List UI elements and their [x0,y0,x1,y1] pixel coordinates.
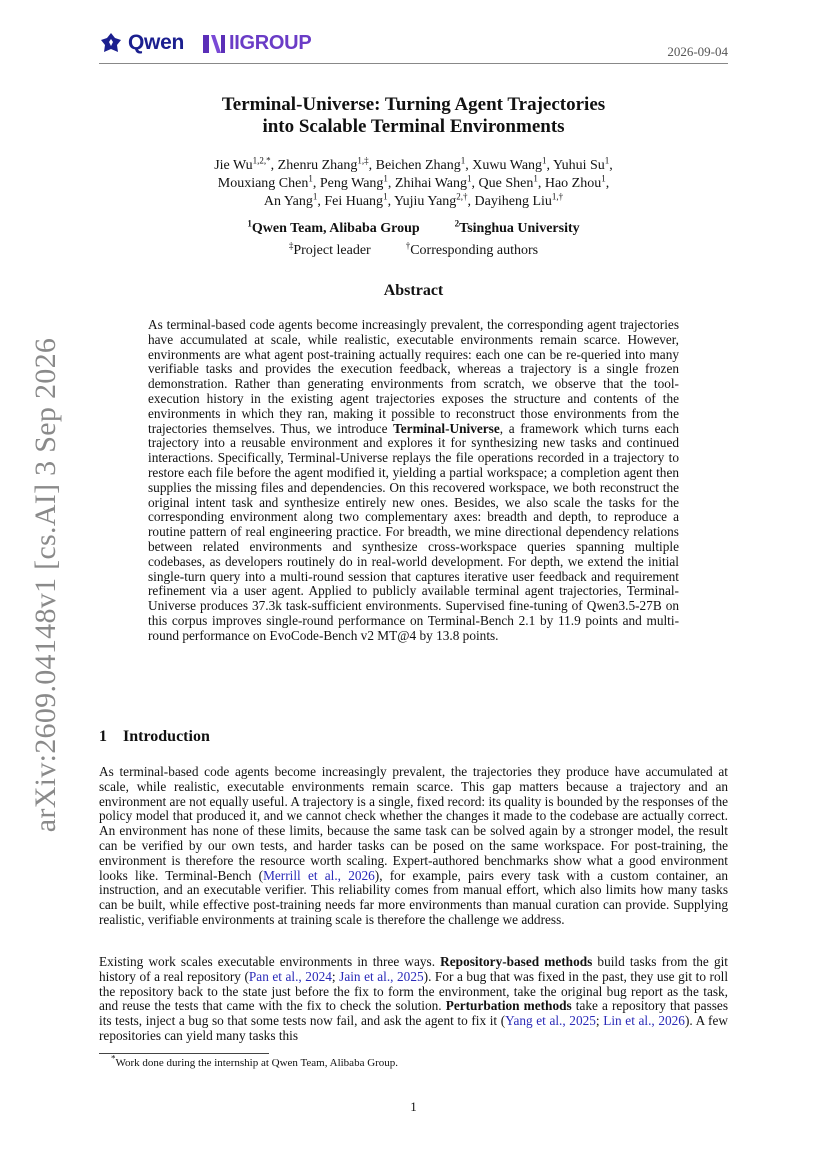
perturbation-methods-term: Perturbation methods [445,998,572,1014]
section-heading-introduction [99,728,210,746]
project-leader-note: Project leader [293,243,371,258]
arxiv-identifier-stamp [21,337,71,833]
affiliations: $^1$Qwen Team, Alibaba Group $^2$Tsinghua University [247,218,580,236]
citation-separator: ; [595,1013,604,1029]
citation-lin-2026[interactable]: Lin et al., 2026 [603,1013,685,1029]
intro-p2-text-c: ). For a bug that was fixed in the past, they use git to roll the repository back to the state just before the fix to form the environment, take the original bug report as the task, and reuse the tests that came with the fix to check the solution. [99,968,729,1014]
qwen-star-icon [100,32,122,54]
footnote-divider [99,1053,269,1054]
iigroup-mark-icon [201,33,227,55]
citation-pan-2024[interactable]: Pan et al., 2024 [248,968,332,984]
author-notes: ‡Project leader †Corresponding authors [288,240,539,258]
intro-paragraph-1 [99,765,728,928]
framework-name: Terminal-Universe [393,420,500,436]
author-list-line-1: Jie $Wu^{1,2,*}$, Zhenru Zhang$^{1,\ddagger}$, Beichen Zhang$^1$, Xuwu Wang$^1$, Yuhui Su$^1$, [214,155,613,173]
footnote: *Work done during the internship at Qwen Team, Alibaba Group. [111,1053,399,1069]
footnote-text: Work done during the internship at Qwen Team, Alibaba Group. [115,1057,399,1069]
paper-title [99,94,728,138]
author-list-line-3: An Yang$^1$, Fei Huang$^1$, Yujiu Yang$^{2,\dagger}$, Dayiheng Liu$^{1,\dagger}$ [263,191,564,209]
abstract-heading: Abstract [383,282,444,299]
corresponding-authors-note: Corresponding authors [410,243,539,258]
citation-yang-2025[interactable]: Yang et al., 2025 [505,1013,596,1029]
citation-separator: ; [331,968,340,984]
abstract-body [148,318,679,644]
arxiv-identifier-text: arXiv:2609.04148v1 [cs.AI] 3 Sep 2026 [29,337,62,833]
page-number: 1 [410,1099,417,1114]
iigroup-logo-text: IIGROUP [229,32,312,54]
title-line-2: into Scalable Terminal Environments [262,116,565,137]
title-line-1: Terminal-Universe: Turning Agent Trajectories [221,94,606,115]
affiliation-2: Tsinghua University [459,221,580,236]
header-date: 2026-09-04 [667,44,728,59]
repository-based-methods-term: Repository-based methods [440,954,593,969]
abstract-text-part-2: , a framework which turns each trajectory into a reusable environment and explores it for synthesizing new tasks and continued interactions. Specifically, Terminal-Universe replays the file operations recorded in a trajectory to restore each file before the agent modified it, yielding a partial workspace; a completion agent then supplies the missing files and dependencies. On this recovered workspace, we both reconstruct the original intent task and synthesize entirely new ones. Besides, we also scale the tasks for the corresponding environment along two complementary axes: breadth and depth, to reproduce a routine pattern of real engineering practice. For breadth, we mine directional dependency relations between related environments and synthesize cross-workspace queries spanning multiple codebases, as developers routinely do in real-world development. For depth, we extend the initial single-turn query into a multi-round session that captures iterative user feedback and requirement refinement via a user agent. Applied to publicly available terminal agent trajectories, Terminal-Universe produces 37.3k task-sufficient environments. Supervised fine-tuning of Qwen3.5-27B on this corpus improves single-round performance on Terminal-Bench 2.1 by 11.9 points and multi-round performance on EvoCode-Bench v2 MT@4 by 13.8 points. [148,420,679,643]
section-title: Introduction [123,728,210,745]
affiliation-1: Qwen Team, Alibaba Group [251,221,420,236]
intro-p1-text-b: ), for example, pairs every task with a custom container, an instruction, and an executable verifier. This reliability comes from manual effort, which also limits how many tasks can be built, while effective post-training needs far more environments than manual curation can provide. Supplying realistic, verifiable environments at training scale is therefore the challenge we address. [99,867,728,927]
iigroup-logo [201,32,311,55]
section-number: 1 [99,728,107,745]
citation-jain-2025[interactable]: Jain et al., 2025 [339,968,424,984]
header-divider [99,63,728,64]
abstract-text-part-1: As terminal-based code agents become increasingly prevalent, the corresponding agent trajectories have accumulated at scale, while realistic, executable environments remain scarce. However, environments are what agent post-training actually requires: each one can be re-queried into many verifiable tasks and provides the execution feedback, whereas a trajectory is a single frozen demonstration. Rather than generating environments from scratch, we observe that the tool-execution history in the existing agent trajectories exposes the structure and contents of the environments in which they ran, making it possible to reconstruct those environments from the trajectories themselves. Thus, we introduce [148,317,679,436]
intro-p2-text-e: ). A few repositories can yield many tasks this [99,1013,728,1043]
intro-p2-text-d: take a repository that passes its tests, inject a bug so that some tests now fail, and ask the agent to fix it ( [99,998,728,1029]
intro-paragraph-2 [99,955,728,1044]
intro-p2-text-a: Existing work scales executable environments in three ways. [99,954,441,969]
intro-p1-text-a: As terminal-based code agents become increasingly prevalent, the trajectories they produce have accumulated at scale, while realistic, executable environments remain scarce. This gap matters because a trajectory and an environment are not equally useful. A trajectory is a single, fixed record: its quality is bounded by the responses of the policy model that produced it, and we cannot check whether the changes it made to the codebase are actually correct. An environment has none of these limits, because the same task can be solved again by a stronger model, the result can be verified by our own tests, and harder tasks can be posed on the same workspace. For post-training, the environment is therefore the resource worth scaling. Expert-authored benchmarks show what a good environment looks like. Terminal-Bench ( [99,764,728,883]
author-list-line-2: Mouxiang Chen$^1$, Peng Wang$^1$, Zhihai Wang$^1$, Que Shen$^1$, Hao Zhou$^1$, [217,173,610,191]
qwen-logo [100,31,184,55]
citation-merrill-2026[interactable]: Merrill et al., 2026 [263,867,375,883]
qwen-logo-text: Qwen [128,31,184,54]
intro-p2-text-b: build tasks from the git history of a real repository ( [99,954,728,984]
